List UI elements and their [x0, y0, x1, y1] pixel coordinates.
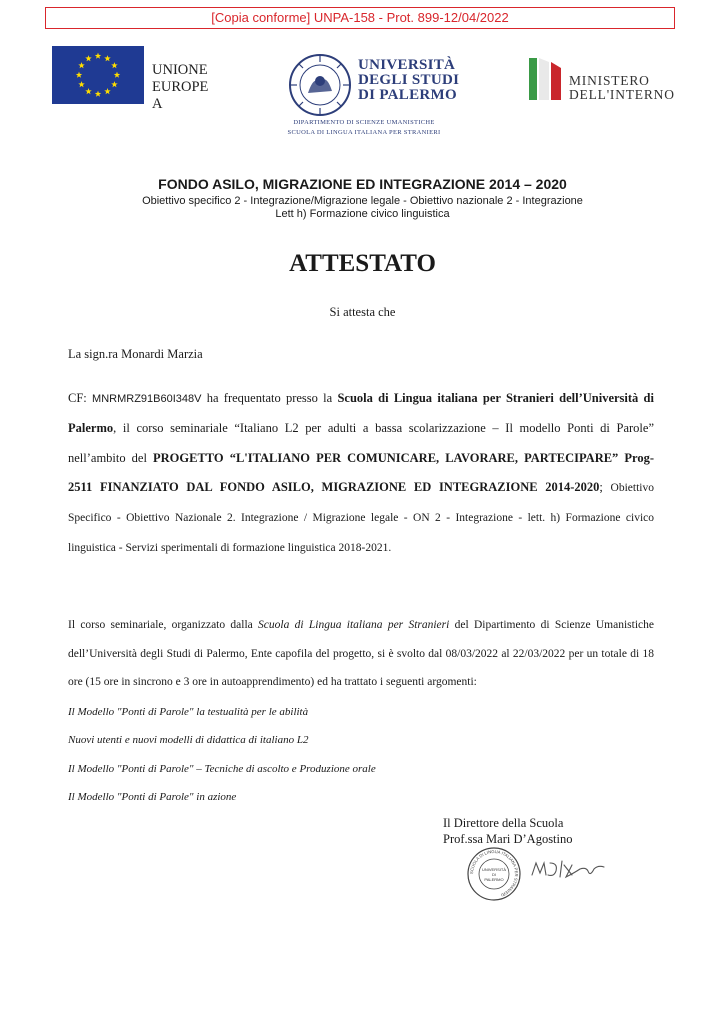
eu-star-icon — [76, 72, 82, 78]
signature-block — [443, 815, 573, 847]
recipient-name: La sign.ra Monardi Marzia — [68, 347, 203, 361]
eu-star-icon — [104, 55, 110, 61]
eu-flag-logo — [52, 46, 144, 104]
signer-name: Prof.ssa Mari D’Agostino — [443, 832, 573, 846]
university-name: UNIVERSITÀ DEGLI STUDI DI PALERMO — [358, 57, 460, 103]
topic-item: Nuovi utenti e nuovi modelli di didattica di italiano L2 — [68, 734, 309, 747]
eu-star-icon — [85, 88, 91, 94]
ministero-logo-text: MINISTERO DELL'INTERNO — [569, 73, 675, 102]
svg-text:DI: DI — [492, 872, 496, 877]
copy-conformity-stamp: [Copia conforme] UNPA-158 - Prot. 899-12/04/2022 — [45, 7, 675, 29]
certificate-body: CF: MNRMRZ91B60I348V ha frequentato presso la Scuola di Lingua italiana per Stranieri dell’Università di Palermo, il corso seminariale “Italiano L2 per adulti a bassa scolarizzazione – Il modello Ponti di Parole” nell’ambito del PROGETTO “L'ITALIANO PER COMUNICARE, LAVORARE, PARTECIPARE” Prog-2511 FINANZIATO DAL FONDO ASILO, MIGRAZIONE ED INTEGRAZIONE 2014-2020; Obiettivo Specifico - Obiettivo Nazionale 2. Integrazione / Migrazione legale - ON 2 - Integrazione - lett. h) Formazione civico linguistica - Servizi sperimentali di formazione linguistica 2018-2021. — [68, 391, 654, 555]
eu-star-icon — [78, 81, 84, 87]
eu-star-icon — [95, 91, 101, 97]
signer-role: Il Direttore della Scuola — [443, 816, 564, 830]
eu-star-icon — [95, 53, 101, 59]
document-title: ATTESTATO — [289, 250, 436, 277]
topic-item: Il Modello "Ponti di Parole" in azione — [68, 790, 237, 803]
svg-text:PALERMO: PALERMO — [484, 877, 504, 882]
italian-flag-ribbon-logo — [527, 56, 563, 102]
eu-star-icon — [111, 81, 117, 87]
fund-title: FONDO ASILO, MIGRAZIONE ED INTEGRAZIONE 2014 – 2020 — [158, 176, 567, 192]
school-stamp — [466, 846, 522, 902]
eu-star-icon — [78, 62, 84, 68]
topic-item: Il Modello "Ponti di Parole" la testualità per le abilità — [68, 706, 309, 718]
eu-star-icon — [104, 88, 110, 94]
topics-list — [68, 698, 376, 811]
course-details: Il corso seminariale, organizzato dalla Scuola di Lingua italiana per Stranieri del Dipartimento di Scienze Umanistiche dell’Università degli Studi di Palermo, Ente capofila del progetto, si è svolto dal 08/03/2022 al 22/03/2022 per un totale di 18 ore (15 ore in sincrono e 3 ore in autoapprendimento) ed ha trattato i seguenti argomenti: — [68, 619, 654, 688]
eu-star-icon — [114, 72, 120, 78]
svg-text:SCUOLA DI LINGUA ITALIANA PER: SCUOLA DI LINGUA ITALIANA PER STRANIERI — [468, 848, 520, 898]
eu-star-icon — [85, 55, 91, 61]
svg-text:UNIVERSITÀ: UNIVERSITÀ — [481, 867, 507, 872]
eu-star-icon — [111, 62, 117, 68]
handwritten-signature — [528, 855, 610, 885]
topic-item: Il Modello "Ponti di Parole" – Tecniche di ascolto e Produzione orale — [68, 762, 376, 775]
attestation-intro: Si attesta che — [329, 305, 396, 319]
university-seal-logo — [288, 53, 352, 117]
eu-logo-text: UNIONE EUROPE A — [152, 62, 209, 112]
department-caption: DIPARTIMENTO DI SCIENZE UMANISTICHE SCUOLA DI LINGUA ITALIANA PER STRANIERI — [287, 119, 441, 136]
fund-subtitle: Obiettivo specifico 2 - Integrazione/Migrazione legale - Obiettivo nazionale 2 - Integrazione Lett h) Formazione civico linguistica — [142, 195, 583, 220]
fiscal-code: MNRMRZ91B60I348V — [92, 393, 202, 405]
